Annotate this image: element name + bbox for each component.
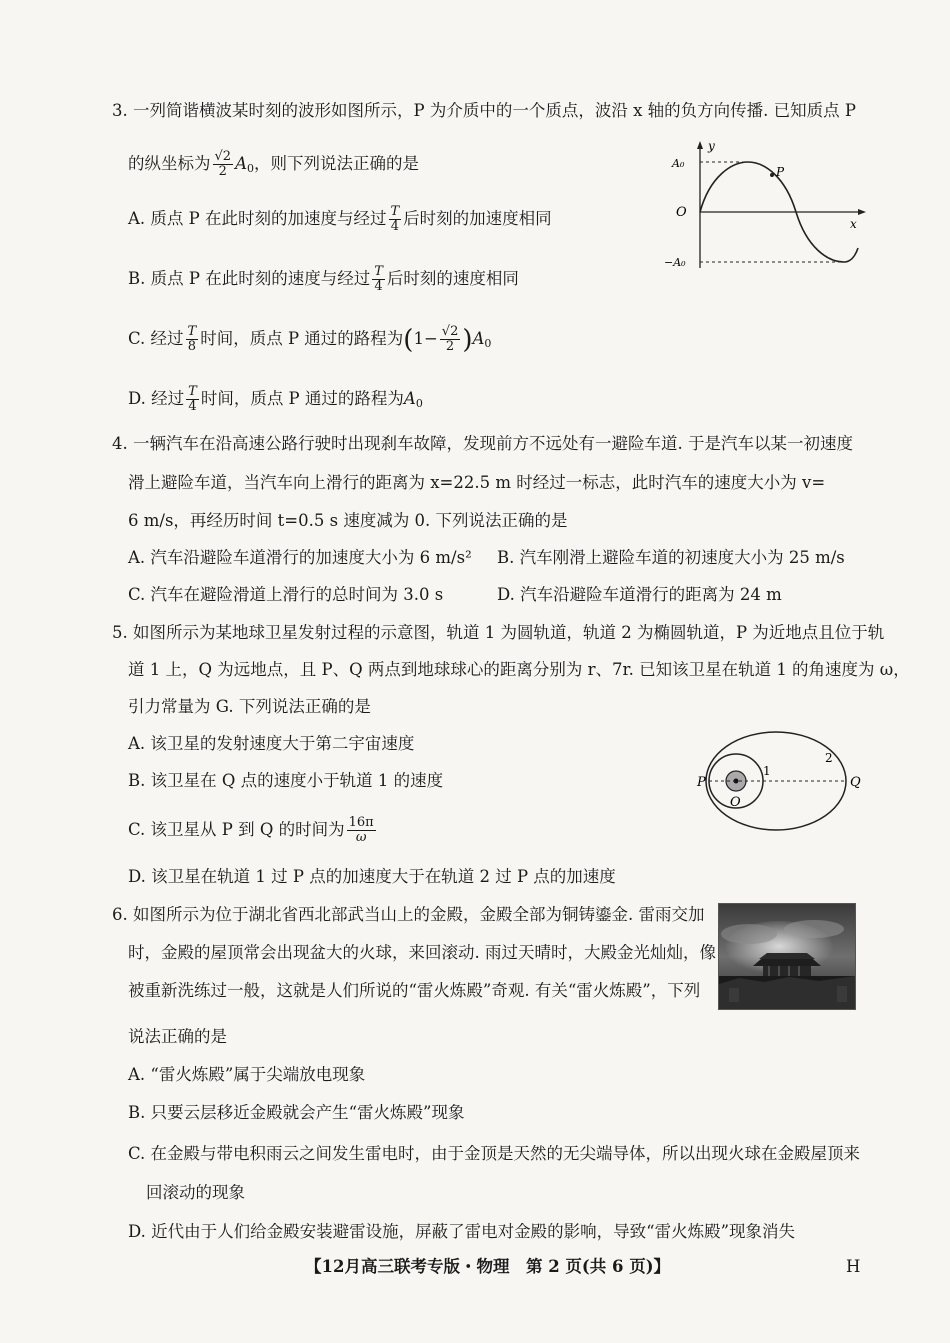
- page-footer-mark: H: [846, 1257, 861, 1276]
- q6-option-d: D. 近代由于人们给金殿安装避雷设施，屏蔽了雷电对金殿的影响，导致“雷火炼殿”现象消失: [128, 1222, 796, 1241]
- q5-stem-line3: 引力常量为 G. 下列说法正确的是: [128, 697, 371, 716]
- page-footer-title: 【12月高三联考专版・物理 第 2 页(共 6 页)】: [305, 1257, 671, 1276]
- golden-hall-photo: [718, 903, 856, 1010]
- q5-option-c: C. 该卫星从 P 到 Q 的时间为 $\frac{16\pi}{\omega}$: [128, 815, 374, 845]
- point-p: [770, 173, 774, 177]
- q4-option-c: C. 汽车在避险滑道上滑行的总时间为 3.0 s: [128, 585, 444, 604]
- q6-stem-line3: 被重新洗练过一般，这就是人们所说的“雷火炼殿”奇观. 有关“雷火炼殿”，下列: [128, 981, 701, 1000]
- q-label: Q: [850, 775, 861, 790]
- o-label: O: [730, 795, 741, 810]
- q4-stem-line3: 6 m/s，再经历时间 t=0.5 s 速度减为 0. 下列说法正确的是: [128, 511, 568, 530]
- q4-option-b: B. 汽车刚滑上避险车道的初速度大小为 25 m/s: [497, 548, 845, 567]
- origin-label: O: [676, 205, 687, 220]
- q3-stem-line1: 3. 一列简谐横波某时刻的波形如图所示，P 为介质中的一个质点，波沿 x 轴的负方向传播. 已知质点 P: [112, 101, 856, 120]
- y-label: y: [708, 139, 715, 153]
- p-label: P: [697, 775, 706, 790]
- y-axis-arrow-icon: [697, 141, 703, 149]
- q4-option-a: A. 汽车沿避险车道滑行的加速度大小为 6 m/s²: [128, 548, 472, 567]
- q3-option-c: C. 经过 $\frac{T}{8}$ 时间，质点 P 通过的路程为(1− $\frac{√2}{2}$ )$A_0$: [128, 324, 492, 355]
- x-label: x: [850, 217, 857, 231]
- q3-option-a: A. 质点 P 在此时刻的加速度与经过 $\frac{T}{4}$ 后时刻的加速度相同: [128, 204, 552, 234]
- q3-option-b: B. 质点 P 在此时刻的速度与经过 $\frac{T}{4}$ 后时刻的速度相同: [128, 264, 519, 294]
- q6-option-c-line1: C. 在金殿与带电积雨云之间发生雷电时，由于金顶是天然的无尖端导体，所以出现火球在金殿屋顶来: [128, 1144, 861, 1163]
- orbit-figure: [693, 728, 868, 838]
- p-label: P: [776, 165, 785, 179]
- q6-stem-line1: 6. 如图所示为位于湖北省西北部武当山上的金殿，金殿全部为铜铸鎏金. 雷雨交加: [112, 905, 705, 924]
- x-axis-arrow-icon: [858, 209, 866, 215]
- q3-stem-line2: 的纵坐标为 $\frac{√2}{2}$ $A_0$，则下列说法正确的是: [128, 149, 419, 179]
- q5-option-d: D. 该卫星在轨道 1 过 P 点的加速度大于在轨道 2 过 P 点的加速度: [128, 867, 616, 886]
- hall-roof: [753, 959, 821, 966]
- q6-option-b: B. 只要云层移近金殿就会产生“雷火炼殿”现象: [128, 1103, 465, 1122]
- orbit-1-label: 1: [763, 764, 771, 778]
- q3-option-d: D. 经过 $\frac{T}{4}$ 时间，质点 P 通过的路程为$A_0$: [128, 384, 423, 414]
- orbit-2-label: 2: [825, 751, 833, 765]
- q6-option-c-line2: 回滚动的现象: [146, 1183, 245, 1202]
- q4-option-d: D. 汽车沿避险车道滑行的距离为 24 m: [497, 585, 782, 604]
- fraction-sqrt2-over-2: $\frac{√2}{2}$: [214, 149, 232, 179]
- q4-stem-line2: 滑上避险车道，当汽车向上滑行的距离为 x=22.5 m 时经过一标志，此时汽车的速度大小为 v=: [128, 473, 826, 492]
- q5-stem-line1: 5. 如图所示为某地球卫星发射过程的示意图，轨道 1 为圆轨道，轨道 2 为椭圆轨道，P 为近地点且位于轨: [112, 623, 885, 642]
- amp-label: A₀: [672, 157, 685, 170]
- q4-stem-line1: 4. 一辆汽车在沿高速公路行驶时出现刹车故障，发现前方不远处有一避险车道. 于是汽车以某一初速度: [112, 434, 853, 453]
- wave-figure: [660, 138, 870, 273]
- q6-stem-line4: 说法正确的是: [128, 1027, 227, 1046]
- q6-option-a: A. “雷火炼殿”属于尖端放电现象: [128, 1065, 366, 1084]
- q5-option-b: B. 该卫星在 Q 点的速度小于轨道 1 的速度: [128, 771, 444, 790]
- neg-amp-label: −A₀: [664, 256, 686, 269]
- q5-stem-line2: 道 1 上，Q 为远地点，且 P、Q 两点到地球球心的距离分别为 r、7r. 已知该卫星在轨道 1 的角速度为 ω，: [128, 660, 910, 679]
- q5-option-a: A. 该卫星的发射速度大于第二宇宙速度: [128, 734, 415, 753]
- q6-stem-line2: 时，金殿的屋顶常会出现盆大的火球，来回滚动. 雨过天晴时，大殿金光灿灿，像: [128, 943, 716, 962]
